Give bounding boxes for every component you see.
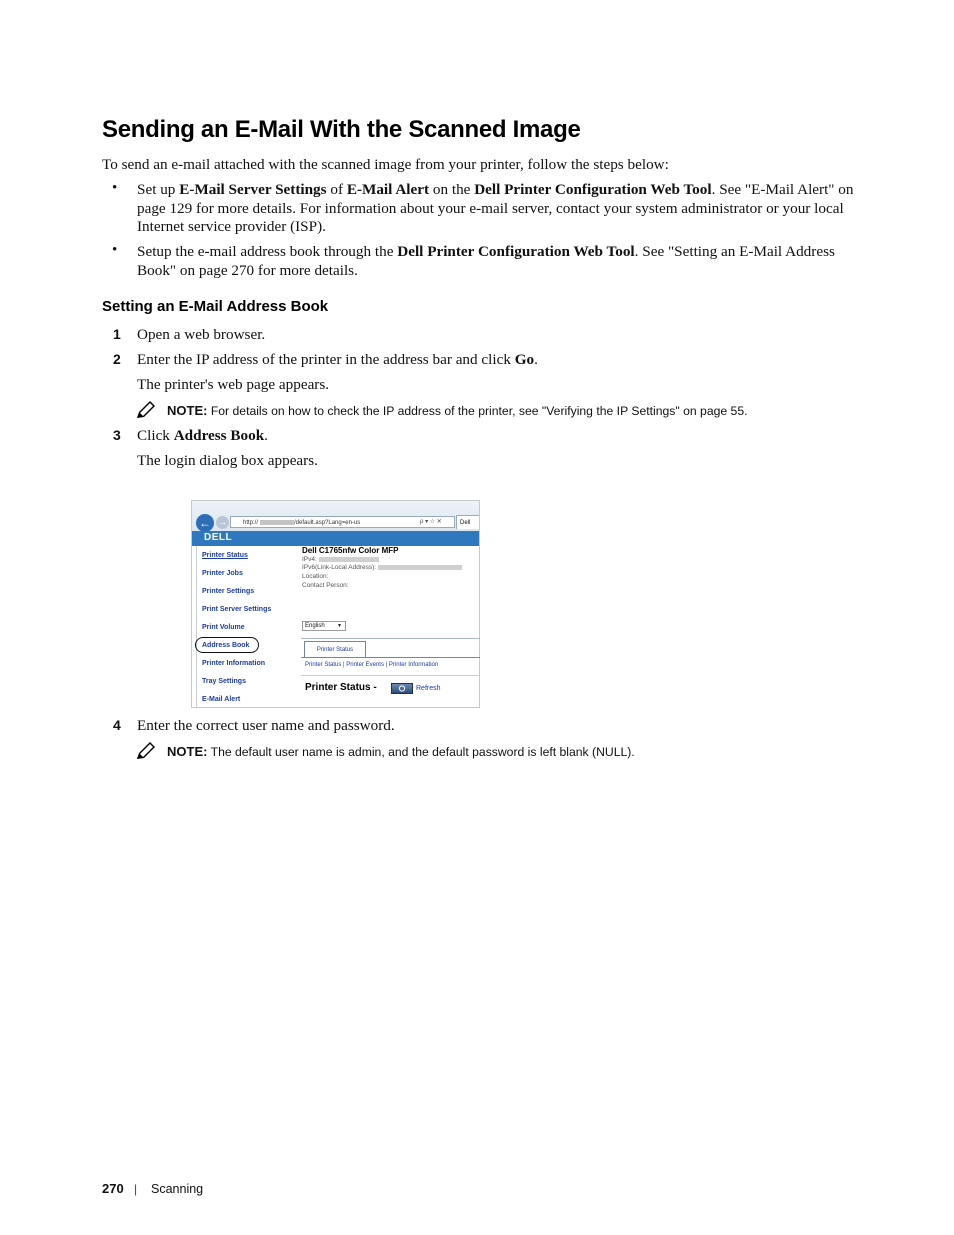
- refresh-link: Refresh: [416, 685, 441, 692]
- step-text: Enter the IP address of the printer in the address bar and click Go.: [137, 351, 538, 368]
- printer-model-title: Dell C1765nfw Color MFP: [302, 546, 399, 555]
- dell-logo: DELL: [204, 532, 233, 543]
- bullet-line: Book" on page 270 for more details.: [137, 262, 358, 279]
- note-default-credentials: NOTE: The default user name is admin, and the default password is left blank (NULL).: [167, 744, 635, 759]
- redacted-ip: [260, 520, 294, 525]
- note-pencil-icon: [135, 400, 157, 420]
- back-arrow-icon: ←: [196, 514, 214, 532]
- bullet-email-server-settings: Set up E-Mail Server Settings of E-Mail Alert on the Dell Printer Configuration Web Tool. See "E-Mail Alert" on: [137, 181, 854, 198]
- forward-arrow-icon: →: [218, 517, 227, 527]
- bullet-line: page 129 for more details. For information about your e-mail server, contact your system administrator or your local: [137, 200, 844, 217]
- language-select: English ▼: [302, 621, 346, 631]
- note-ip-settings: NOTE: For details on how to check the IP address of the printer, see "Verifying the IP Settings" on page 55.: [167, 403, 748, 418]
- footer-separator: |: [134, 1182, 138, 1196]
- sub-links: Printer Status | Printer Events | Printer Information: [305, 662, 439, 668]
- bullet-line: Internet service provider (ISP).: [137, 218, 326, 235]
- bullet-mark: •: [112, 242, 118, 258]
- step-number: 3: [113, 427, 121, 443]
- bullet-address-book: Setup the e-mail address book through the Dell Printer Configuration Web Tool. See "Setting an E-Mail Address: [137, 243, 835, 260]
- nav-print-server-settings: Print Server Settings: [202, 606, 272, 613]
- nav-printer-settings: Printer Settings: [202, 588, 255, 595]
- browser-tab: Dell: [456, 515, 480, 529]
- step-text: Enter the correct user name and password.: [137, 717, 395, 734]
- note-pencil-icon: [135, 741, 157, 761]
- tab-printer-status: Printer Status: [304, 641, 366, 658]
- nav-tray-settings: Tray Settings: [202, 678, 246, 685]
- step-result: The printer's web page appears.: [137, 376, 330, 393]
- nav-print-volume: Print Volume: [202, 624, 245, 631]
- nav-printer-status: Printer Status: [202, 552, 248, 559]
- brand-bar: [192, 531, 480, 546]
- chevron-down-icon: ▼: [337, 623, 342, 629]
- nav-address-book: Address Book: [202, 642, 250, 649]
- info-ipv6: IPv6(Link-Local Address):: [302, 564, 462, 571]
- printer-status-heading: Printer Status -: [305, 682, 377, 693]
- section-subheading: Setting an E-Mail Address Book: [102, 298, 329, 315]
- nav-printer-jobs: Printer Jobs: [202, 570, 243, 577]
- info-location: Location:: [302, 573, 329, 580]
- footer-section: Scanning: [151, 1182, 204, 1196]
- nav-printer-information: Printer Information: [202, 660, 266, 667]
- step-number: 4: [113, 717, 121, 733]
- page-title: Sending an E-Mail With the Scanned Image: [102, 116, 581, 143]
- bullet-mark: •: [112, 180, 118, 196]
- page-number: 270: [102, 1181, 124, 1196]
- address-bar: http:// /default.asp?Lang=en-us: [230, 516, 455, 528]
- intro-paragraph: To send an e-mail attached with the scanned image from your printer, follow the steps below:: [102, 156, 669, 173]
- nav-divider: [196, 546, 197, 708]
- step-number: 2: [113, 351, 121, 367]
- nav-email-alert: E-Mail Alert: [202, 696, 241, 703]
- step-text: Open a web browser.: [137, 326, 266, 343]
- info-ipv4: IPv4:: [302, 556, 379, 563]
- step-number: 1: [113, 326, 121, 342]
- step-text: Click Address Book.: [137, 427, 268, 444]
- web-tool-screenshot: [191, 500, 480, 708]
- address-bar-icons: ρ ▾ ☆ ✕: [420, 519, 442, 525]
- info-contact-person: Contact Person:: [302, 582, 349, 589]
- step-result: The login dialog box appears.: [137, 452, 318, 469]
